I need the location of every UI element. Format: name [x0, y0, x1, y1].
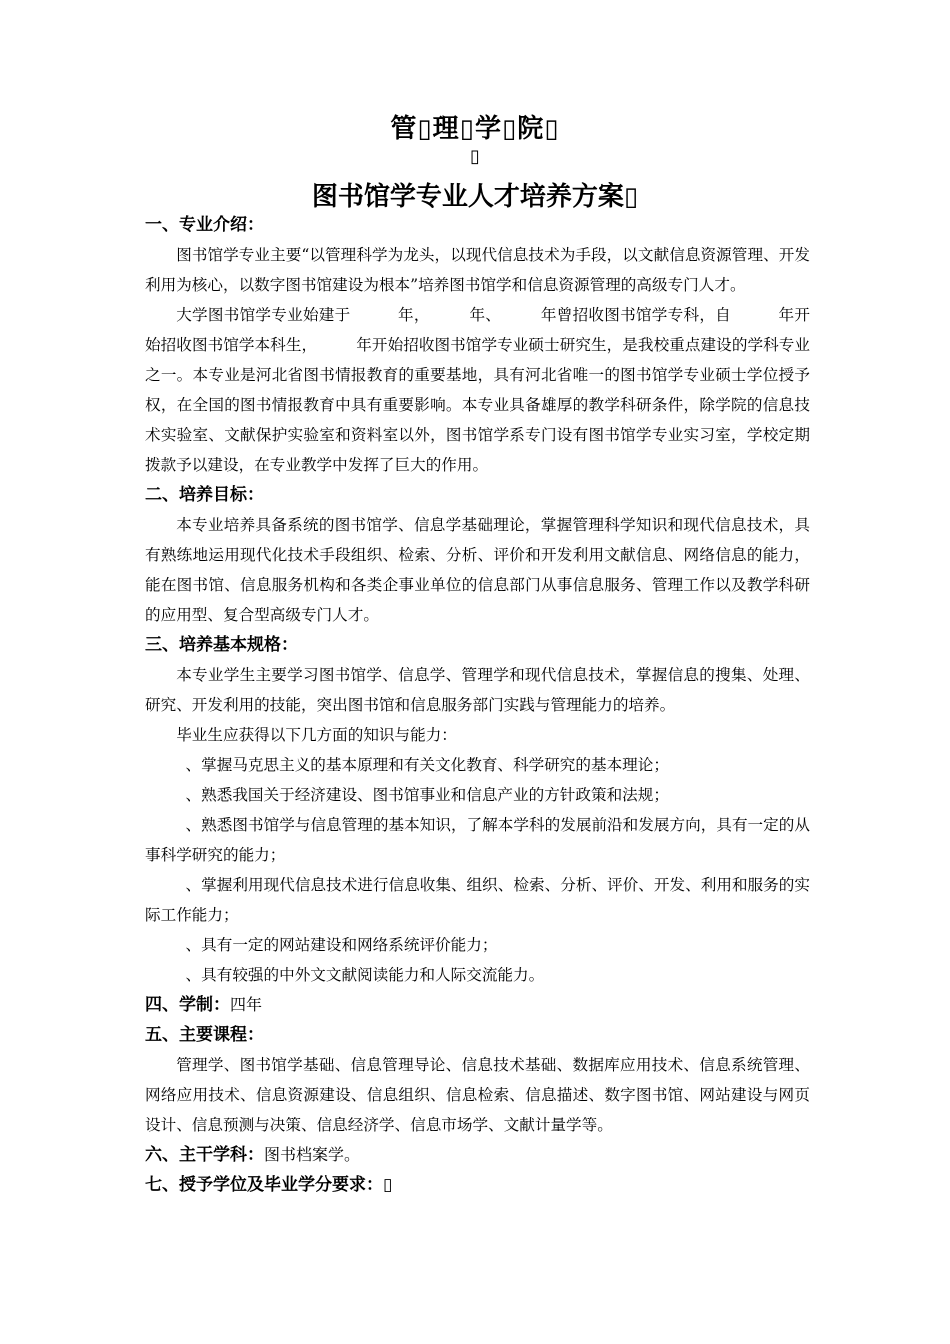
- section-heading-degree: [145, 1170, 810, 1200]
- section-heading-degree-label: 七、授予学位及毕业学分要求：: [145, 1175, 383, 1195]
- missing-glyph-box: ▯: [623, 182, 639, 212]
- list-item: 、熟悉图书馆学与信息管理的基本知识，了解本学科的发展前沿和发展方向，具有一定的从事科学研究的能力；: [145, 816, 810, 864]
- paragraph: 毕业生应获得以下几方面的知识与能力：: [176, 726, 457, 744]
- section-heading-discipline: [145, 1140, 810, 1170]
- document-body: [145, 210, 810, 1200]
- section-heading-specs: 三、培养基本规格：: [145, 635, 298, 655]
- paragraph: 图书馆学专业主要“以管理科学为龙头，以现代信息技术为手段，以文献信息资源管理、开发利用为核心，以数字图书馆建设为根本”培养图书馆学和信息资源管理的高级专门人才。: [145, 246, 810, 294]
- blank-line-marker: ▯: [470, 146, 480, 167]
- list-item: 、具有较强的中外文文献阅读能力和人际交流能力。: [185, 966, 545, 984]
- section-heading-goals: 二、培养目标：: [145, 485, 264, 505]
- list-item: 、熟悉我国关于经济建设、图书馆事业和信息产业的方针政策和法规；: [185, 786, 669, 804]
- section-heading-duration-label: 四、学制：: [145, 995, 230, 1015]
- list-item: 、具有一定的网站建设和网络系统评价能力；: [185, 936, 498, 954]
- paragraph: 管理学、图书馆学基础、信息管理导论、信息技术基础、数据库应用技术、信息系统管理、网络应用技术、信息资源建设、信息组织、信息检索、信息描述、数字图书馆、网站建设与网页设计、信息预测与决策、信息经济学、信息市场学、文献计量学等。: [145, 1056, 810, 1134]
- document-title-text: 图书馆学专业人才培养方案: [311, 182, 624, 212]
- paragraph: 本专业培养具备系统的图书馆学、信息学基础理论，掌握管理科学知识和现代信息技术，具有熟练地运用现代化技术手段组织、检索、分析、评价和开发利用文献信息、网络信息的能力，能在图书馆、信息服务机构和各类企事业单位的信息部门从事信息服务、管理工作以及教学科研的应用型、复合型高级专门人才。: [145, 516, 810, 624]
- missing-glyph-box: ▯: [383, 1175, 393, 1195]
- college-title: 管▯理▯学▯院▯: [390, 114, 560, 144]
- duration-value: 四年: [230, 995, 263, 1014]
- discipline-value: 图书档案学。: [264, 1145, 361, 1164]
- list-item: 、掌握利用现代信息技术进行信息收集、组织、检索、分析、评价、开发、利用和服务的实际工作能力；: [145, 876, 810, 924]
- document-title: [0, 176, 950, 213]
- section-heading-duration: [145, 990, 810, 1020]
- section-heading-intro: 一、专业介绍：: [145, 215, 264, 235]
- paragraph: 大学图书馆学专业始建于 年， 年、 年曾招收图书馆学专科，自 年开始招收图书馆学本科生， 年开始招收图书馆学专业硕士研究生，是我校重点建设的学科专业之一。本专业是河北省图书情报教育的重要基地，具有河北省唯一的图书馆学专业硕士学位授予权，在全国的图书情报教育中具有重要影响。本专业具备雄厚的教学科研条件，除学院的信息技术实验室、文献保护实验室和资料室以外，图书馆学系专门设有图书馆学专业实习室，学校定期拨款予以建设，在专业教学中发挥了巨大的作用。: [145, 306, 810, 474]
- list-item: 、掌握马克思主义的基本原理和有关文化教育、科学研究的基本理论；: [185, 756, 669, 774]
- section-heading-courses: 五、主要课程：: [145, 1025, 264, 1045]
- paragraph: 本专业学生主要学习图书馆学、信息学、管理学和现代信息技术，掌握信息的搜集、处理、研究、开发利用的技能，突出图书馆和信息服务部门实践与管理能力的培养。: [145, 666, 810, 714]
- section-heading-discipline-label: 六、主干学科：: [145, 1145, 264, 1165]
